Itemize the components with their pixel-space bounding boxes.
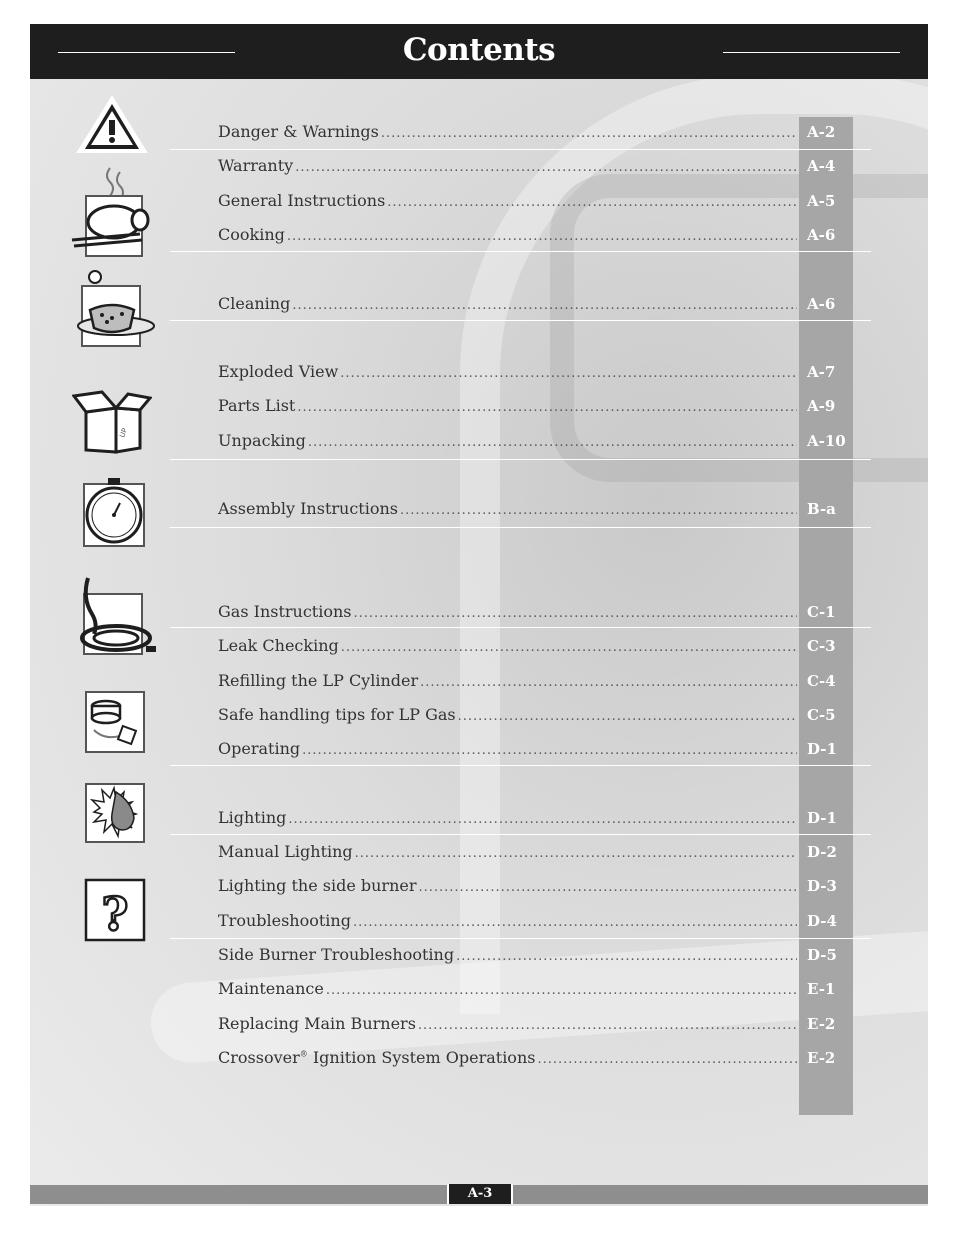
toc-page: D-1 (807, 740, 837, 758)
toc-row[interactable] (218, 225, 853, 247)
toc-page: D-1 (807, 809, 837, 827)
toc-leader (295, 160, 797, 175)
toc-label: Cooking (218, 225, 285, 244)
toc-page: A-6 (807, 226, 836, 244)
toc-leader (381, 126, 797, 141)
page-title: Contents (402, 32, 556, 68)
toc-leader (354, 606, 798, 621)
toc-row[interactable] (218, 191, 853, 213)
gas-hose-icon (78, 574, 158, 658)
section-divider (170, 320, 871, 321)
toc-leader (287, 229, 797, 244)
toc-page: E-2 (807, 1049, 836, 1067)
toc-row[interactable] (218, 671, 853, 693)
toc-page: C-3 (807, 637, 836, 655)
toc-label (218, 1048, 535, 1067)
toc-leader (288, 812, 797, 827)
toc-page: A-9 (807, 397, 836, 415)
toc-row[interactable] (218, 602, 853, 624)
toc-row[interactable] (218, 1048, 853, 1070)
toc-label: Exploded View (218, 362, 339, 381)
section-divider (170, 527, 871, 528)
toc-label: Replacing Main Burners (218, 1014, 416, 1033)
flame-icon (84, 782, 146, 844)
stopwatch-icon (82, 478, 146, 548)
toc-leader (458, 709, 797, 724)
toc-leader (355, 846, 797, 861)
toc-page: A-5 (807, 192, 836, 210)
lp-tank-valve-icon (84, 690, 146, 754)
page-number: A-3 (447, 1184, 513, 1204)
toc-page: C-1 (807, 603, 836, 621)
registered-mark: ® (299, 1049, 308, 1059)
toc-label: Side Burner Troubleshooting (218, 945, 455, 964)
toc-row[interactable] (218, 739, 853, 761)
toc-page: A-6 (807, 295, 836, 313)
toc-page: D-2 (807, 843, 837, 861)
toc-leader (308, 435, 797, 450)
toc-label: Operating (218, 739, 301, 758)
toc-label: General Instructions (218, 191, 386, 210)
toc-row[interactable] (218, 808, 853, 830)
question-icon (84, 878, 146, 942)
toc-leader (292, 298, 797, 313)
svg-text:?: ? (101, 887, 129, 941)
toc-label: Gas Instructions (218, 602, 352, 621)
warning-icon (76, 94, 148, 156)
toc-label: Warranty (218, 156, 294, 175)
toc-page: B-a (807, 500, 836, 518)
toc-leader (340, 366, 797, 381)
cooking-chicken-icon (70, 164, 158, 260)
toc-label: Lighting the side burner (218, 876, 417, 895)
toc-row[interactable] (218, 636, 853, 658)
toc-label: Refilling the LP Cylinder (218, 671, 419, 690)
toc-row[interactable] (218, 945, 853, 967)
toc-label: Lighting (218, 808, 287, 827)
toc-page: A-7 (807, 363, 836, 381)
toc-label-rest: Ignition System Operations (307, 1048, 536, 1067)
section-divider (170, 765, 871, 766)
toc-leader (341, 640, 797, 655)
section-divider (170, 251, 871, 252)
toc-label: Assembly Instructions (218, 499, 398, 518)
toc-row[interactable] (218, 294, 853, 316)
toc-label: Unpacking (218, 431, 306, 450)
toc-page: D-3 (807, 877, 837, 895)
toc-leader (297, 400, 797, 415)
toc-row[interactable] (218, 499, 853, 521)
toc-leader (418, 1018, 797, 1033)
toc-label: Cleaning (218, 294, 291, 313)
toc-row[interactable] (218, 979, 853, 1001)
toc-row[interactable] (218, 911, 853, 933)
toc-label: Leak Checking (218, 636, 339, 655)
toc-page: A-4 (807, 157, 836, 175)
toc-row[interactable] (218, 396, 853, 418)
toc-leader (302, 743, 797, 758)
toc-row[interactable] (218, 122, 853, 144)
toc-page: A-2 (807, 123, 836, 141)
section-divider (170, 627, 871, 628)
toc-label: Parts List (218, 396, 296, 415)
box-up-icon (72, 390, 152, 456)
toc-row[interactable] (218, 1014, 853, 1036)
toc-leader (400, 503, 797, 518)
header-bar (30, 24, 928, 79)
section-divider (170, 459, 871, 460)
toc-page: D-5 (807, 946, 837, 964)
toc-page: E-1 (807, 980, 836, 998)
toc-page: D-4 (807, 912, 837, 930)
toc-label-brand: Crossover (218, 1048, 300, 1067)
toc-row[interactable] (218, 876, 853, 898)
section-divider (170, 834, 871, 835)
toc-label: Manual Lighting (218, 842, 353, 861)
toc-row[interactable] (218, 705, 853, 727)
section-divider (170, 149, 871, 150)
toc-leader (456, 949, 797, 964)
toc-label: Troubleshooting (218, 911, 351, 930)
toc-leader (537, 1052, 797, 1067)
toc-label: Safe handling tips for LP Gas (218, 705, 456, 724)
toc-row[interactable] (218, 431, 853, 453)
toc-page: A-10 (807, 432, 846, 450)
toc-leader (326, 983, 797, 998)
toc-label: Danger & Warnings (218, 122, 379, 141)
toc-label: Maintenance (218, 979, 324, 998)
toc-leader (420, 675, 797, 690)
svg-text:UP: UP (118, 427, 130, 439)
section-divider (170, 938, 871, 939)
toc-page: E-2 (807, 1015, 836, 1033)
toc-page: C-4 (807, 672, 836, 690)
cleaning-sponge-icon (74, 270, 158, 350)
toc-leader (387, 195, 797, 210)
toc-row[interactable] (218, 362, 853, 384)
toc-page: C-5 (807, 706, 836, 724)
toc-leader (353, 915, 797, 930)
toc-leader (419, 880, 798, 895)
toc-row[interactable] (218, 156, 853, 178)
toc-row[interactable] (218, 842, 853, 864)
